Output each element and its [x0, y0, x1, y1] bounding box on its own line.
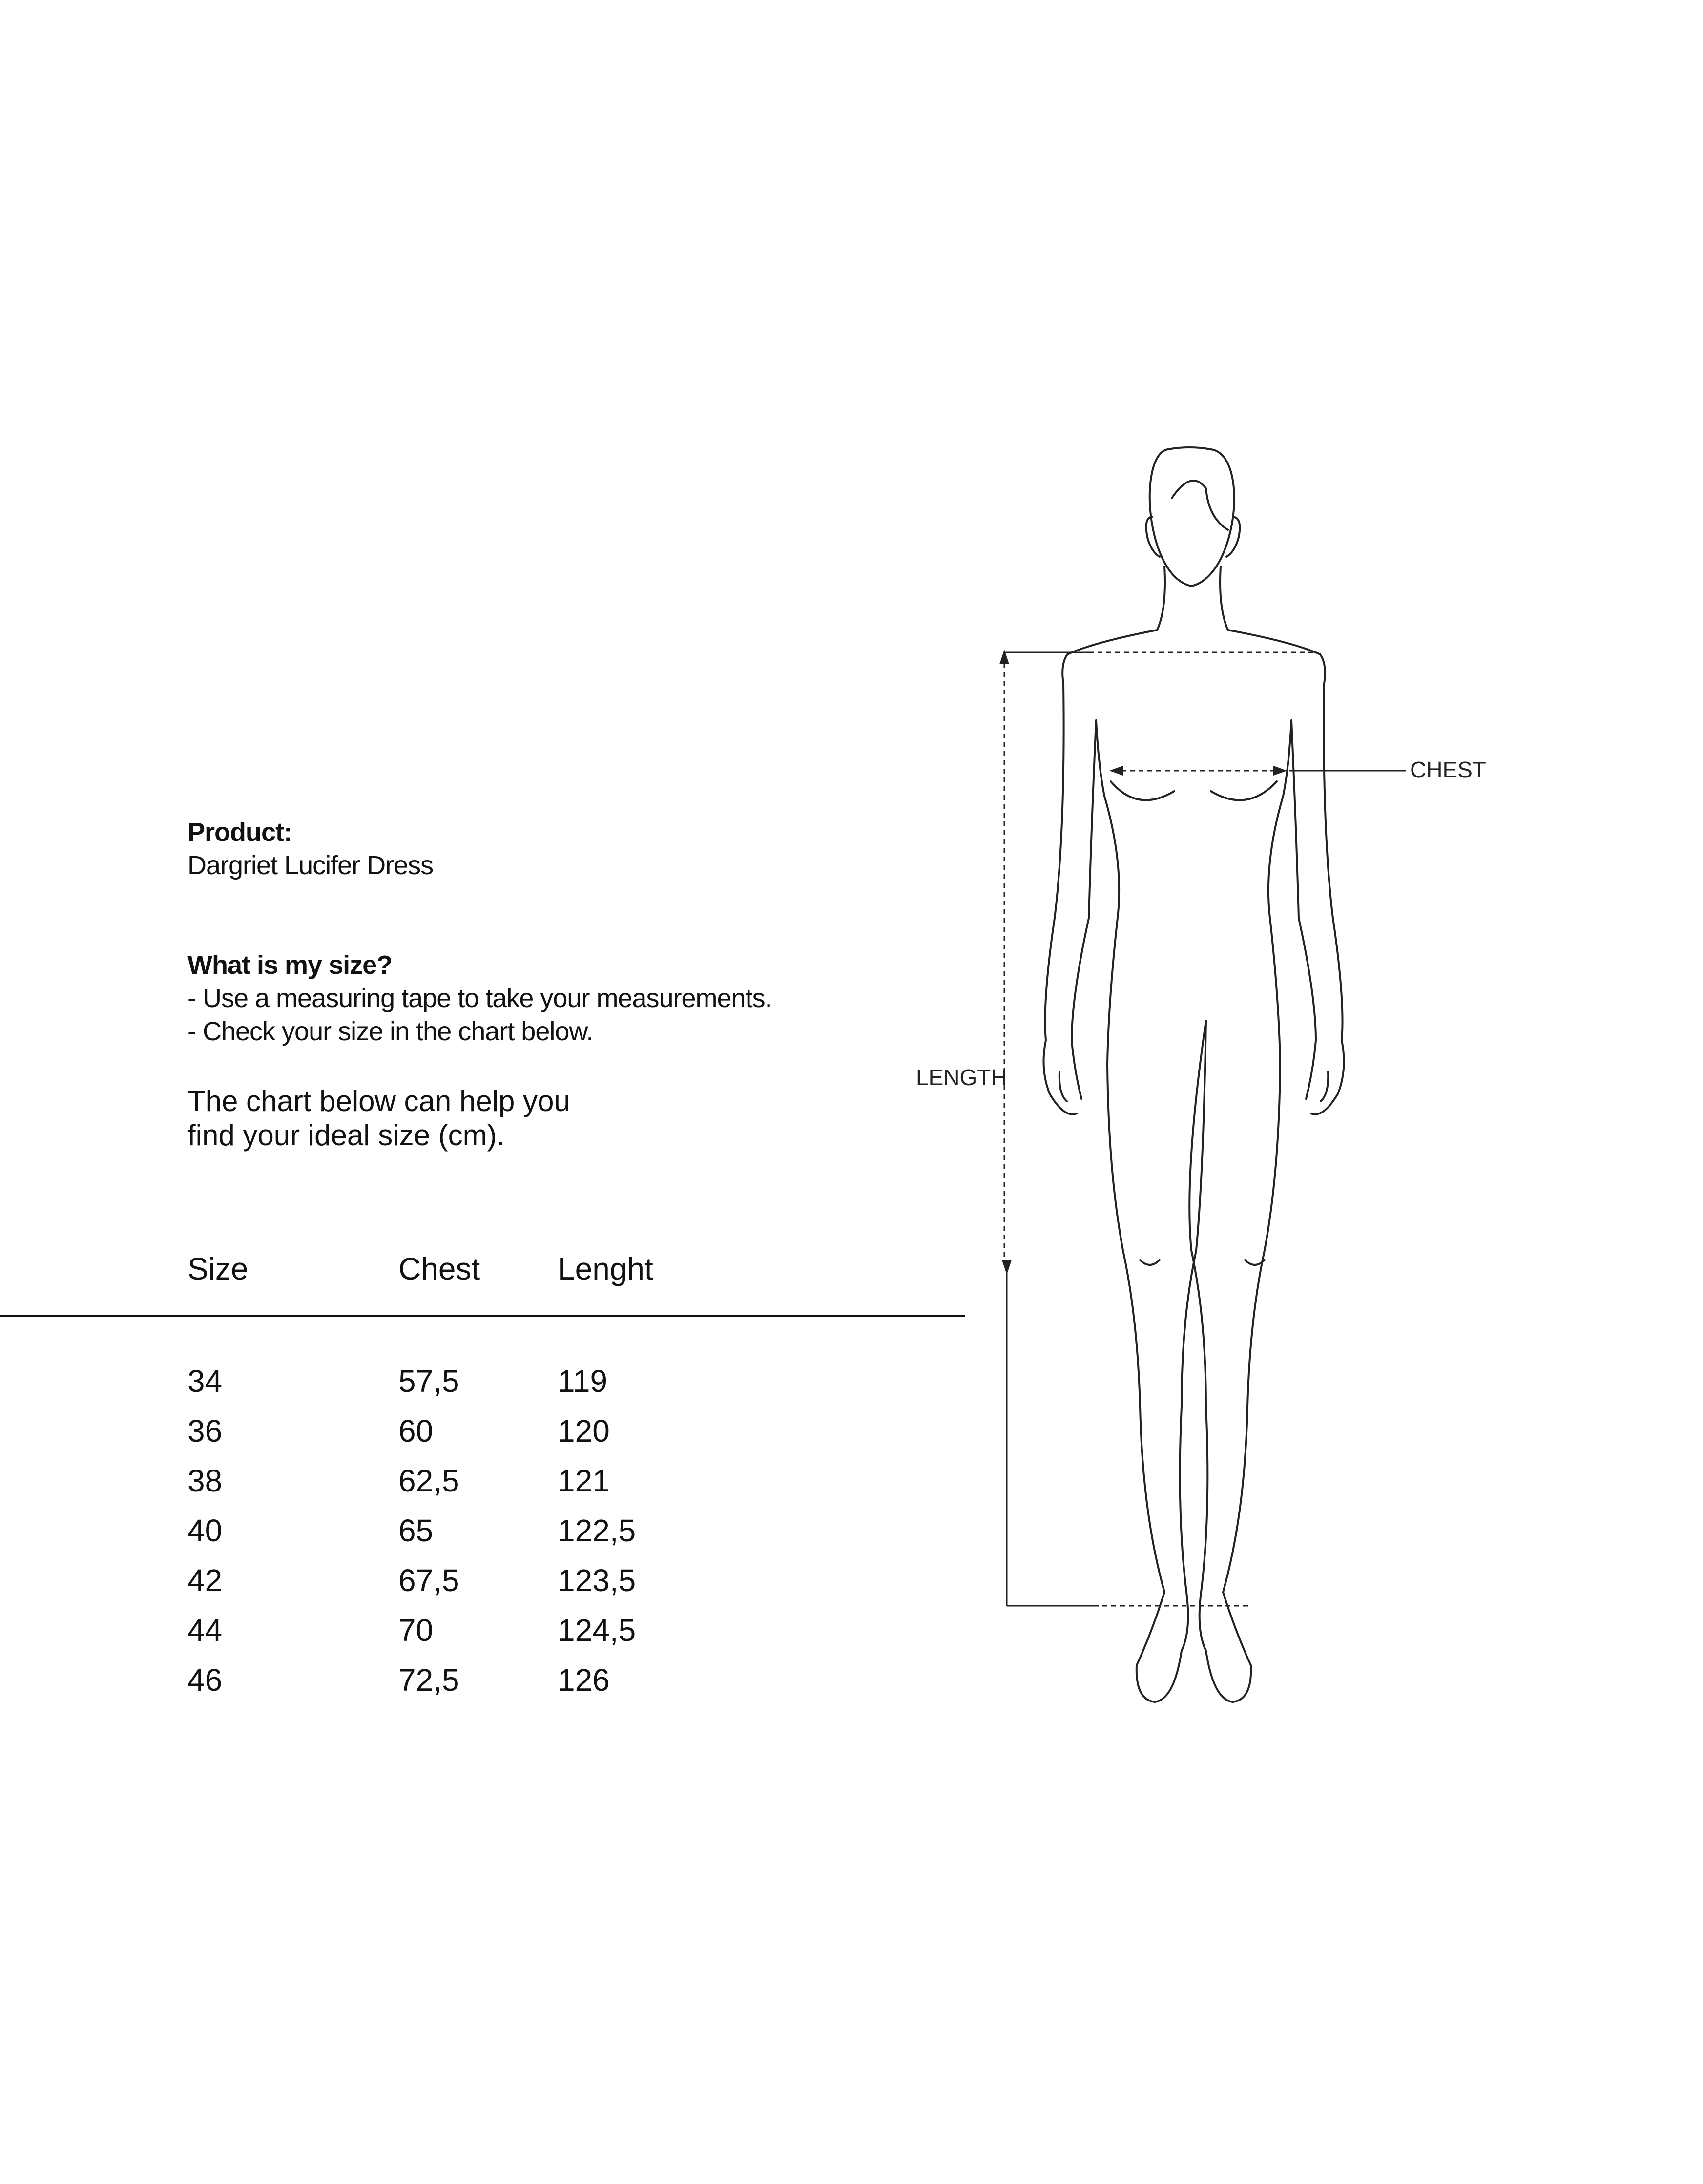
size-help	[187, 948, 772, 1048]
table-row	[0, 1461, 781, 1500]
cell-chest: 65	[398, 1513, 434, 1548]
chart-intro-line: find your ideal size (cm).	[187, 1119, 505, 1152]
cell-length: 121	[558, 1463, 610, 1498]
chest-label: CHEST	[1410, 757, 1486, 782]
table-row	[0, 1511, 781, 1550]
cell-size: 42	[187, 1563, 223, 1598]
cell-chest: 62,5	[398, 1463, 459, 1498]
cell-size: 44	[187, 1613, 223, 1648]
figure-head	[1150, 447, 1234, 586]
cell-size: 46	[187, 1662, 223, 1698]
cell-size: 36	[187, 1413, 223, 1449]
table-header-length: Lenght	[558, 1251, 653, 1286]
cell-length: 126	[558, 1662, 610, 1698]
cell-chest: 72,5	[398, 1662, 459, 1698]
product-label: Product:	[187, 818, 292, 847]
size-help-title: What is my size?	[187, 950, 393, 980]
cell-length: 119	[558, 1364, 608, 1399]
cell-size: 40	[187, 1513, 223, 1548]
cell-length: 124,5	[558, 1613, 636, 1648]
table-header-chest: Chest	[398, 1251, 480, 1286]
cell-chest: 70	[398, 1613, 434, 1648]
length-label: LENGTH	[916, 1065, 1007, 1090]
chart-intro	[187, 1084, 570, 1153]
cell-chest: 57,5	[398, 1364, 459, 1399]
size-help-step: - Check your size in the chart below.	[187, 1017, 593, 1046]
table-row	[0, 1660, 781, 1700]
chart-intro-line: The chart below can help you	[187, 1085, 570, 1117]
body-measurement-figure	[908, 440, 1533, 1734]
table-row	[0, 1561, 781, 1600]
table-row	[0, 1611, 781, 1650]
cell-length: 122,5	[558, 1513, 636, 1548]
cell-length: 123,5	[558, 1563, 636, 1598]
cell-size: 38	[187, 1463, 223, 1498]
cell-chest: 67,5	[398, 1563, 459, 1598]
cell-chest: 60	[398, 1413, 434, 1449]
table-divider	[0, 1315, 965, 1317]
table-header-size: Size	[187, 1251, 249, 1286]
cell-size: 34	[187, 1364, 223, 1399]
size-help-step: - Use a measuring tape to take your measurements.	[187, 984, 772, 1013]
product-info	[187, 816, 433, 882]
product-name: Dargriet Lucifer Dress	[187, 851, 434, 880]
table-row	[0, 1411, 781, 1450]
table-row	[0, 1362, 781, 1401]
cell-length: 120	[558, 1413, 610, 1449]
